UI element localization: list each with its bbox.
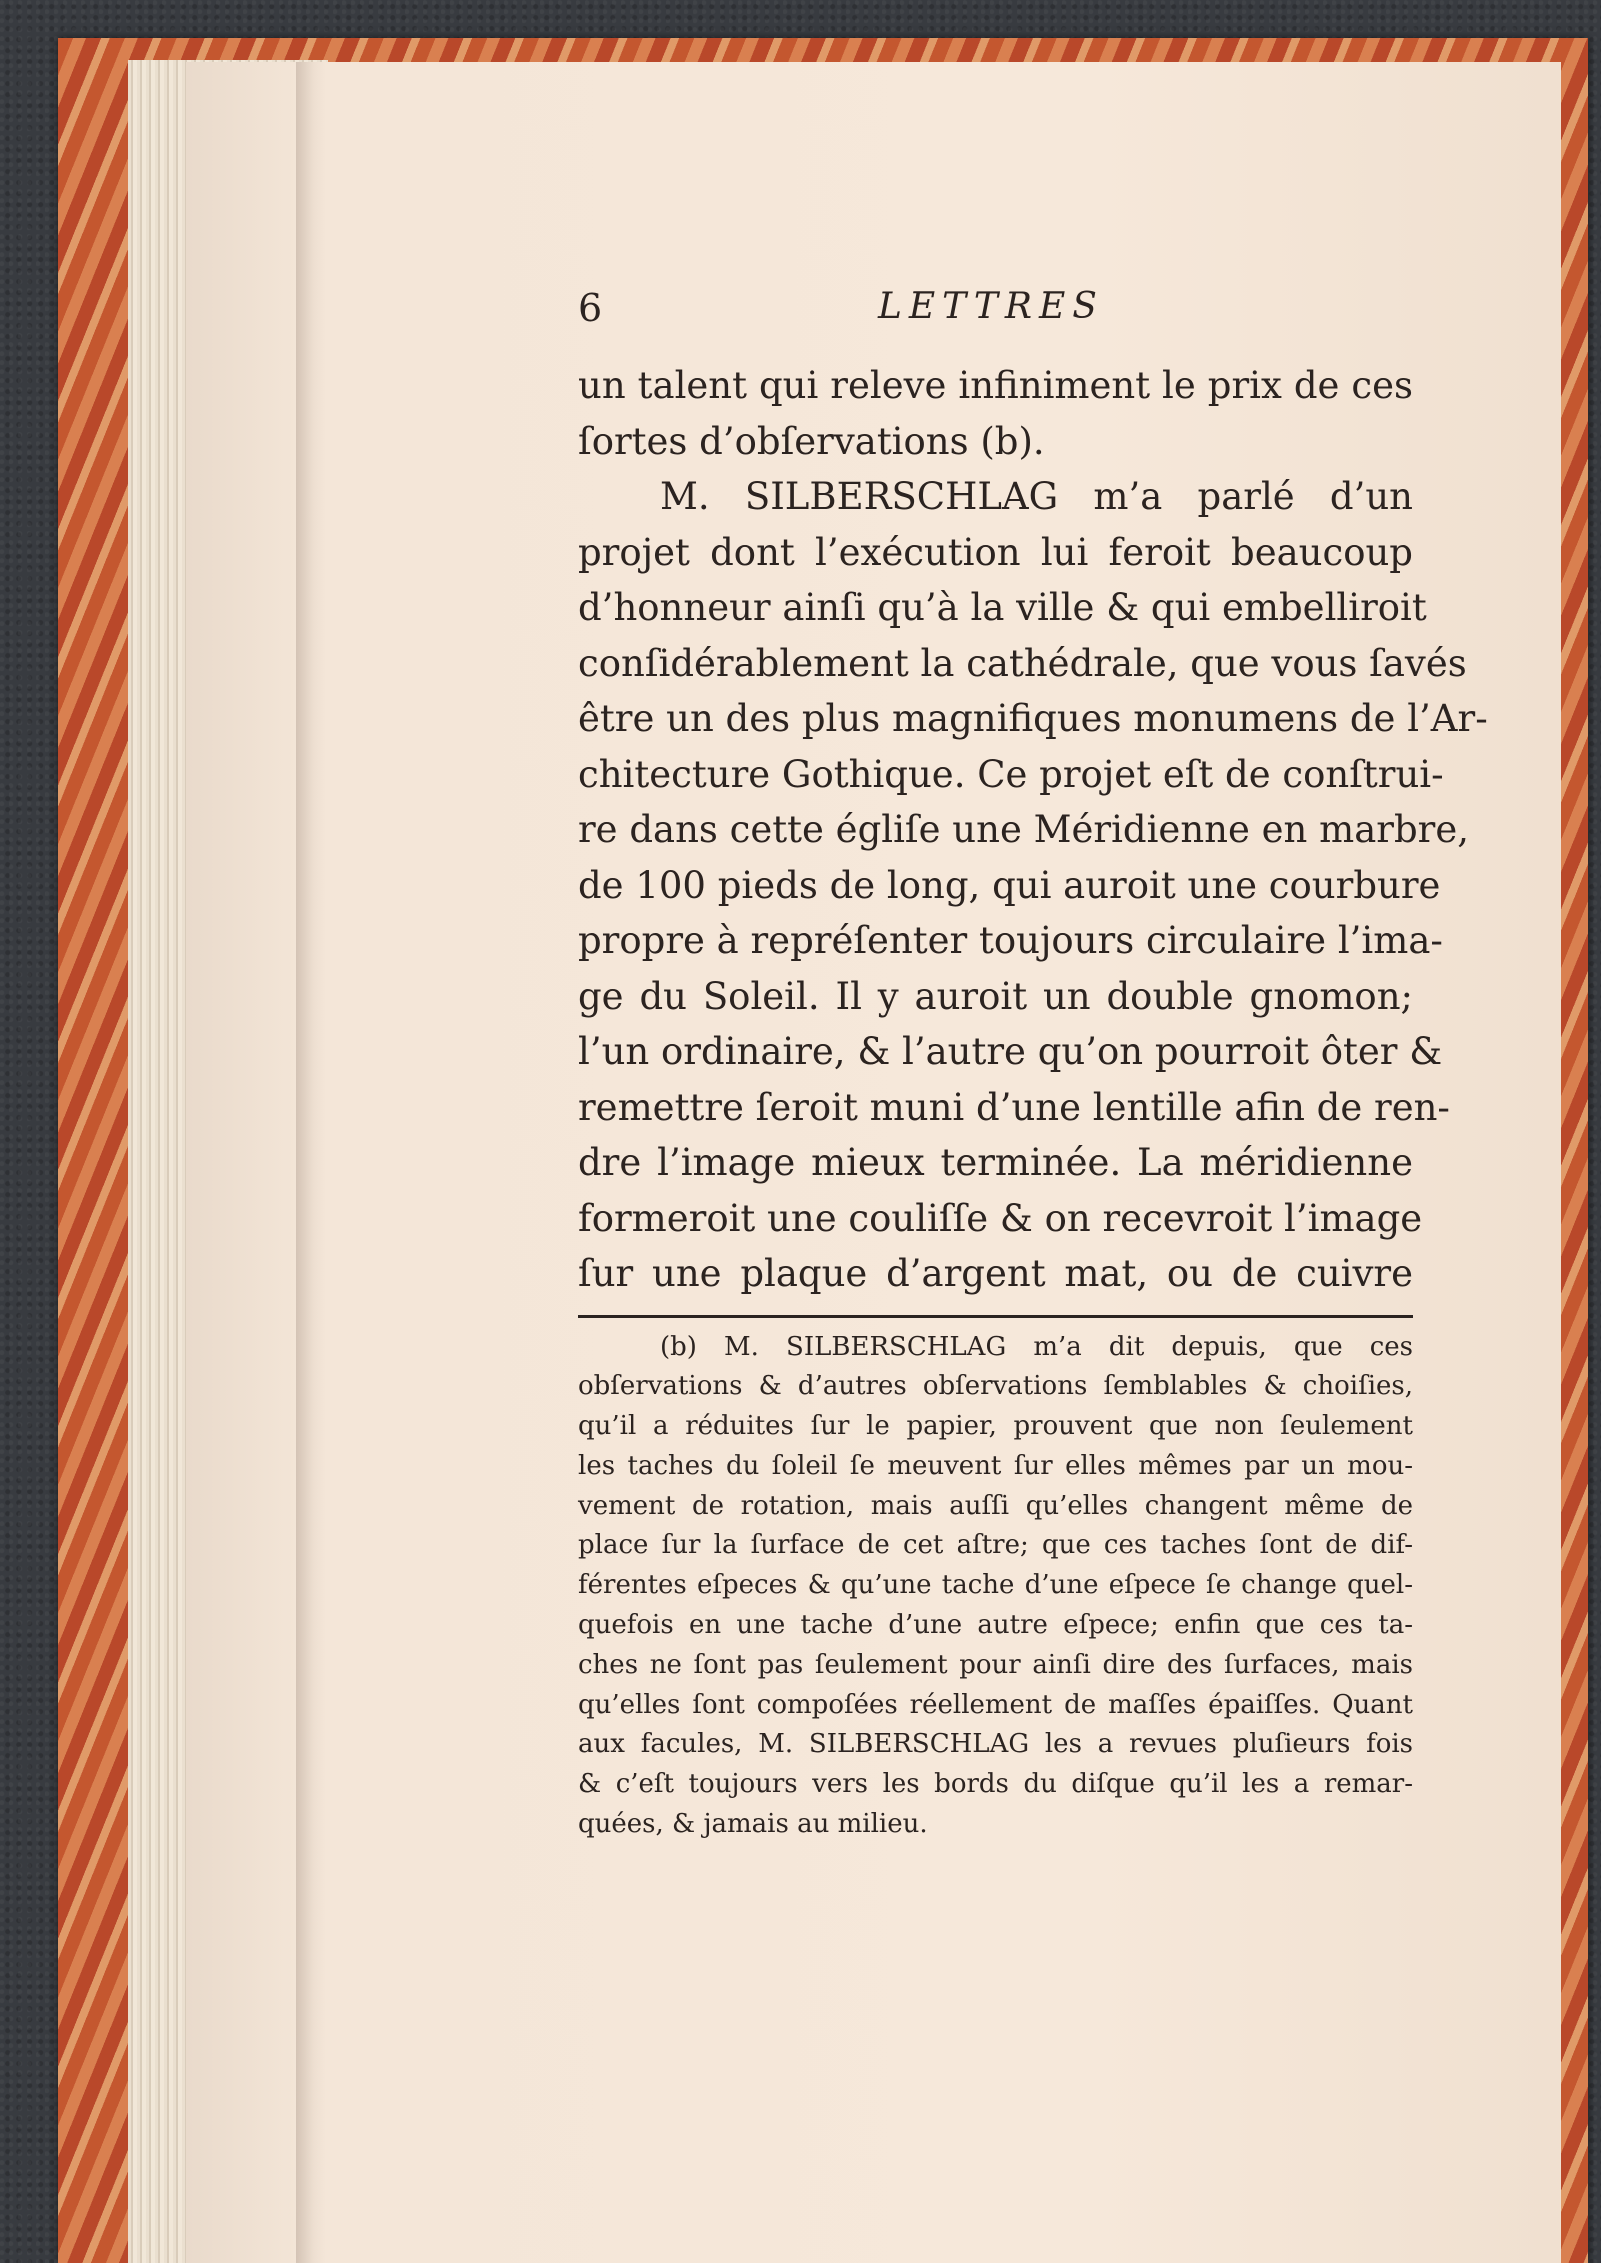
text-line: propre à repréſenter toujours circulaire l’ima-: [578, 919, 1443, 962]
text-line: formeroit une couliſſe & on recevroit l’image: [578, 1196, 1423, 1240]
footnote-line: les taches du ſoleil ſe meuvent ſur elles mêmes par un mou-: [578, 1450, 1413, 1481]
text-line: projet dont l’exécution lui feroit beaucoup: [578, 530, 1413, 574]
footnote-line: (b) M. SILBERSCHLAG m’a dit depuis, que ces: [660, 1331, 1413, 1362]
main-text: [578, 358, 1488, 1302]
text-line: remettre ſeroit muni d’une lentille afin de ren-: [578, 1085, 1450, 1129]
footnote-line: ches ne ſont pas ſeulement pour ainſi dire des ſurfaces, mais: [578, 1649, 1413, 1680]
text-line: chitecture Gothique. Ce projet eſt de conſtrui-: [578, 752, 1444, 796]
text-line: conſidérablement la cathédrale, que vous ſavés: [578, 641, 1467, 685]
text-line: dre l’image mieux terminée. La méridienne: [578, 1141, 1413, 1184]
page-header: [578, 286, 1413, 346]
footnote-rule: [578, 1314, 1413, 1320]
footnote-line: & c’eſt toujours vers les bords du diſque qu’il les a remar-: [578, 1769, 1413, 1800]
text-line: un talent qui releve infiniment le prix de ces: [578, 364, 1413, 407]
footnote-line: qu’il a réduites ſur le papier, prouvent que non ſeulement: [578, 1411, 1413, 1442]
footnote-line: quées, & jamais au milieu.: [578, 1809, 928, 1840]
text-line: ſur une plaque d’argent mat, ou de cuivre: [578, 1252, 1413, 1295]
footnote-line: aux facules, M. SILBERSCHLAG les a revues pluſieurs fois: [578, 1729, 1413, 1760]
text-line: ge du Soleil. Il y auroit un double gnomon;: [578, 974, 1413, 1018]
page-content: [578, 286, 1488, 1845]
text-line: être un des plus magnifiques monumens de l’Ar-: [578, 697, 1488, 740]
running-head: LETTRES: [878, 286, 1104, 327]
text-line: M. SILBERSCHLAG m’a parlé d’un: [660, 475, 1413, 518]
footnote: [578, 1328, 1413, 1845]
footnote-line: obſervations & d’autres obſervations ſemblables & choiſies,: [578, 1371, 1413, 1402]
text-line: ſortes d’obſervations (b).: [578, 419, 1045, 463]
footnote-line: place ſur la ſurface de cet aſtre; que ces taches ſont de dif-: [578, 1530, 1413, 1561]
text-line: de 100 pieds de long, qui auroit une courbure: [578, 863, 1441, 907]
text-line: l’un ordinaire, & l’autre qu’on pourroit ôter &: [578, 1030, 1443, 1073]
footnote-line: quefois en une tache d’une autre eſpece; enfin que ces ta-: [578, 1610, 1413, 1641]
page-number: 6: [578, 286, 603, 330]
text-line: d’honneur ainſi qu’à la ville & qui embelliroit: [578, 586, 1427, 629]
text-line: re dans cette égliſe une Méridienne en marbre,: [578, 808, 1469, 851]
footnote-line: vement de rotation, mais auſſi qu’elles changent même de: [578, 1490, 1413, 1521]
page-gutter-shadow: [296, 62, 326, 2263]
footnote-line: férentes eſpeces & qu’une tache d’une eſpece ſe change quel-: [578, 1570, 1413, 1601]
footnote-line: qu’elles ſont compoſées réellement de maſſes épaiſſes. Quant: [578, 1689, 1413, 1720]
